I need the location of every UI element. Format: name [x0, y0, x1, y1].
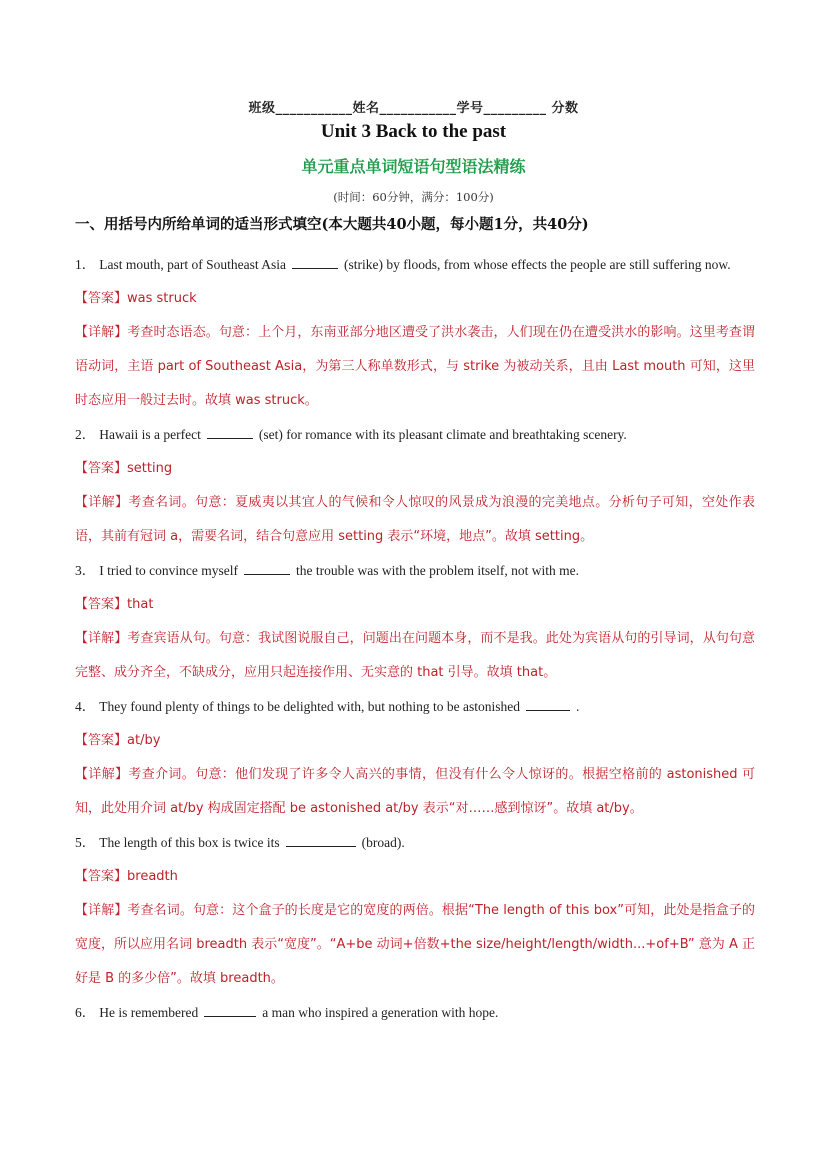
answer-4: 【答案】at/by [75, 733, 161, 748]
question-list [75, 248, 755, 1030]
answer-blank [244, 562, 290, 575]
answer-blank [526, 698, 570, 711]
answer-tag: 【答案】 [75, 461, 128, 476]
page-title: Unit 3 Back to the past [320, 121, 507, 142]
question-6: 6． He is remembered a man who inspired a generation with hope. [75, 1005, 499, 1020]
answer-blank [286, 834, 356, 847]
detail-tag: 【详解】 [75, 631, 128, 646]
question-3: 3． I tried to convince myself the trouble was with the problem itself, not with me. [75, 563, 580, 578]
answer-tag: 【答案】 [75, 869, 128, 884]
detail-5: 【详解】考查名词。句意：这个盒子的长度是它的宽度的两倍。根据“The length of this box”可知，此处是指盒子的宽度，所以应用名词 breadth 表示“宽度”。“A+be 动词+倍数+the size/height/length/width...+of+B” 意为 A 正好是 B 的多少倍”。故填 breadth。 [75, 903, 755, 986]
detail-tag: 【详解】 [75, 325, 128, 340]
answer-tag: 【答案】 [75, 291, 128, 306]
answer-blank [292, 256, 338, 269]
question-5: 5． The length of this box is twice its (broad). [75, 835, 405, 850]
detail-1: 【详解】考查时态语态。句意：上个月，东南亚部分地区遭受了洪水袭击，人们现在仍在遭受洪水的影响。这里考查谓语动词，主语 part of Southeast Asia，为第三人称单数形式，与 strike 为被动关系，且由 Last mouth 可知，这里时态应用一般过去时。故填 was struck。 [75, 325, 755, 408]
answer-tag: 【答案】 [75, 597, 128, 612]
page-subtitle: 单元重点单词短语句型语法精练 [301, 157, 526, 176]
detail-tag: 【详解】 [75, 495, 129, 510]
detail-tag: 【详解】 [75, 767, 129, 782]
question-4: 4． They found plenty of things to be delighted with, but nothing to be astonished . [75, 699, 580, 714]
question-2: 2． Hawaii is a perfect (set) for romance with its pleasant climate and breathtaking scenery. [75, 427, 627, 442]
answer-2: 【答案】setting [75, 461, 173, 476]
question-1: 1． Last mouth, part of Southeast Asia (strike) by floods, from whose effects the people are still suffering now. [75, 257, 731, 272]
answer-1: 【答案】was struck [75, 291, 197, 306]
answer-blank [204, 1004, 256, 1017]
answer-blank [207, 426, 253, 439]
detail-4: 【详解】考查介词。句意：他们发现了许多令人高兴的事情，但没有什么令人惊讶的。根据空格前的 astonished 可知，此处用介词 at/by 构成固定搭配 be astonished at/by 表示“对……感到惊讶”。故填 at/by。 [75, 767, 755, 816]
answer-tag: 【答案】 [75, 733, 128, 748]
section-heading: 一、用括号内所给单词的适当形式填空(本大题共40小题，每小题1分，共40分) [75, 216, 589, 233]
exam-timing: (时间：60分钟，满分：100分) [333, 190, 494, 204]
answer-3: 【答案】that [75, 597, 154, 612]
detail-tag: 【详解】 [75, 903, 128, 918]
student-info-fields: 班级___________姓名___________学号_________ 分数 [248, 101, 579, 116]
detail-3: 【详解】考查宾语从句。句意：我试图说服自己，问题出在问题本身，而不是我。此处为宾语从句的引导词，从句句意完整、成分齐全，不缺成分，应用只起连接作用、无实意的 that 引导。故填 that。 [75, 631, 755, 680]
answer-5: 【答案】breadth [75, 869, 178, 884]
detail-2: 【详解】考查名词。句意：夏威夷以其宜人的气候和令人惊叹的风景成为浪漫的完美地点。分析句子可知，空处作表语，其前有冠词 a，需要名词，结合句意应用 setting 表示“环境，地点”。故填 setting。 [75, 495, 755, 544]
